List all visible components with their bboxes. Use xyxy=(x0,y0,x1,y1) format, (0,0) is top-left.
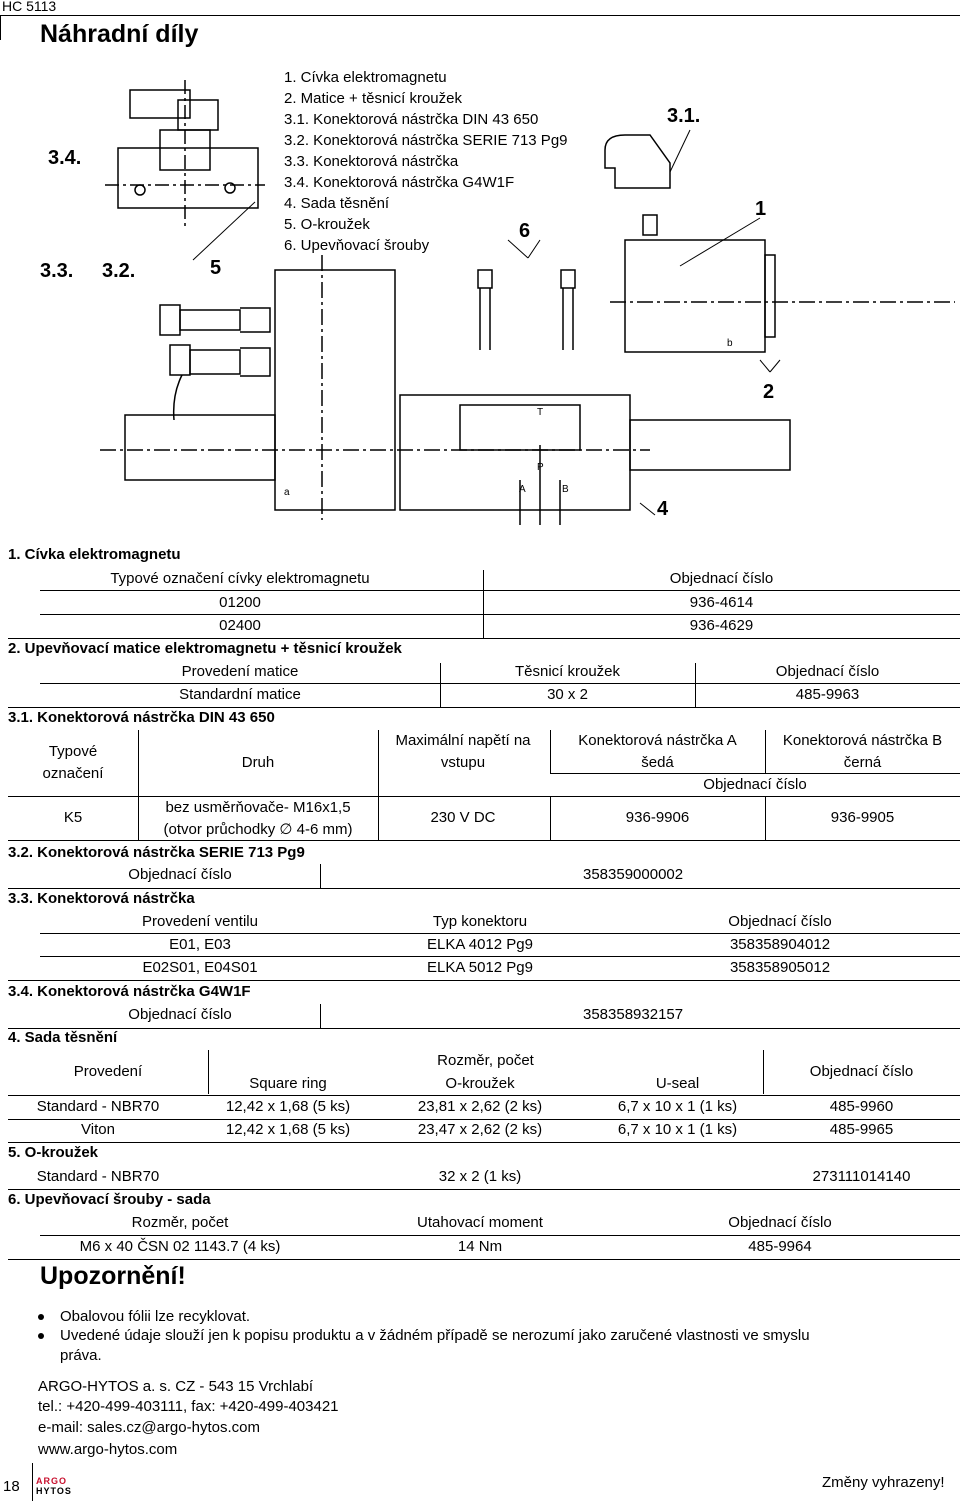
s31-h-order: Objednací číslo xyxy=(703,776,807,793)
valve-body-drawing xyxy=(400,395,790,525)
s4-h-square-ring: Square ring xyxy=(249,1075,327,1092)
s31-h-conn-a-1: Konektorová nástrčka A xyxy=(578,732,737,749)
contact-website: www.argo-hytos.com xyxy=(38,1441,178,1458)
s4-h-dimension: Rozměr, počet xyxy=(437,1052,534,1069)
legend-item: 3.2. Konektorová nástrčka SERIE 713 Pg9 xyxy=(284,132,568,149)
s31-type-k5: K5 xyxy=(63,809,83,826)
s2-row-order: 485-9963 xyxy=(795,686,860,703)
s31-conn-b-order: 936-9905 xyxy=(830,809,895,826)
connector-din-drawing xyxy=(605,135,670,235)
valve-exploded-drawing xyxy=(0,60,960,530)
page-title: Náhradní díly xyxy=(40,20,199,48)
coil-b-drawing xyxy=(610,240,955,352)
s31-voltage: 230 V DC xyxy=(430,809,496,826)
port-t: T xyxy=(537,407,544,418)
s6-torque: 14 Nm xyxy=(457,1238,503,1255)
s31-h-conn-b-2: černá xyxy=(843,754,882,771)
s33-row2-order: 358358905012 xyxy=(729,959,831,976)
s1-col-order: Objednací číslo xyxy=(669,570,774,587)
s1-row2-type: 02400 xyxy=(219,617,261,634)
legend-item: 3.1. Konektorová nástrčka DIN 43 650 xyxy=(284,111,539,128)
legend-item: 6. Upevňovací šrouby xyxy=(284,237,430,254)
s1-col-type: Typové označení cívky elektromagnetu xyxy=(110,570,370,587)
header-corner xyxy=(0,15,1,40)
s33-row2-connector: ELKA 5012 Pg9 xyxy=(427,959,533,976)
s6-order: 485-9964 xyxy=(748,1238,812,1255)
s2-row-type: Standardní matice xyxy=(179,686,301,703)
s4-row2-variant: Viton xyxy=(81,1121,115,1138)
legend-item: 4. Sada těsnění xyxy=(284,195,390,212)
warning-title: Upozornění! xyxy=(40,1262,186,1290)
s6-col1: Rozměr, počet xyxy=(131,1214,229,1231)
s31-h-voltage-2: vstupu xyxy=(440,754,486,771)
warning-bullet-disclaimer: Uvedené údaje slouží jen k popisu produktu a v žádném případě se nerozumí jako zaručené vlastnosti ve smyslu xyxy=(38,1327,810,1344)
warning-disclaimer-cont: práva. xyxy=(60,1347,102,1364)
s4-row1-order: 485-9960 xyxy=(829,1098,894,1115)
footer-note: Změny vyhrazeny! xyxy=(822,1474,945,1491)
section-2-title: 2. Upevňovací matice elektromagnetu + těsnicí kroužek xyxy=(8,640,402,657)
label-a: a xyxy=(284,487,290,498)
s2-row-ring: 30 x 2 xyxy=(547,686,588,703)
s1-row1-type: 01200 xyxy=(219,594,261,611)
section-3-4-title: 3.4. Konektorová nástrčka G4W1F xyxy=(8,983,251,1000)
s1-row1-order: 936-4614 xyxy=(689,594,754,611)
s34-order: 358358932157 xyxy=(583,1006,684,1023)
s4-row2-square: 12,42 x 1,68 (5 ks) xyxy=(225,1121,351,1138)
s2-col3: Objednací číslo xyxy=(775,663,880,680)
s5-order: 273111014140 xyxy=(812,1168,911,1185)
s31-conn-a-order: 936-9906 xyxy=(625,809,690,826)
s5-variant: Standard - NBR70 xyxy=(36,1168,160,1185)
callout-3-3: 3.3. xyxy=(40,260,74,282)
s33-row1-variant: E01, E03 xyxy=(169,936,231,953)
port-a: A xyxy=(519,484,526,495)
contact-phone: tel.: +420-499-403111, fax: +420-499-403421 xyxy=(38,1398,339,1415)
connector-3-3-drawing xyxy=(160,305,270,335)
callout-6: 6 xyxy=(519,220,531,242)
s32-order: 358359000002 xyxy=(583,866,684,883)
s4-row2-order: 485-9965 xyxy=(829,1121,894,1138)
s31-h-conn-b-1: Konektorová nástrčka B xyxy=(782,732,943,749)
s31-druh-2: (otvor průchodky ∅ 4-6 mm) xyxy=(163,821,353,838)
s4-row2-useal: 6,7 x 10 x 1 (1 ks) xyxy=(617,1121,738,1138)
s33-row2-variant: E02S01, E04S01 xyxy=(142,959,258,976)
s2-col2: Těsnicí kroužek xyxy=(514,663,621,680)
section-3-2-title: 3.2. Konektorová nástrčka SERIE 713 Pg9 xyxy=(8,844,305,861)
section-3-3-title: 3.3. Konektorová nástrčka xyxy=(8,890,195,907)
s31-h-conn-a-2: šedá xyxy=(641,754,674,771)
section-5-title: 5. O-kroužek xyxy=(8,1144,99,1161)
s4-h-o-ring: O-kroužek xyxy=(445,1075,515,1092)
s31-h-voltage-1: Maximální napětí na xyxy=(395,732,531,749)
s4-row1-oring: 23,81 x 2,62 (2 ks) xyxy=(417,1098,543,1115)
document-code: HC 5113 xyxy=(2,0,57,14)
page-number: 18 xyxy=(3,1478,20,1495)
s4-h-u-seal: U-seal xyxy=(655,1075,700,1092)
s4-row1-square: 12,42 x 1,68 (5 ks) xyxy=(225,1098,351,1115)
s4-h-variant: Provedení xyxy=(73,1063,143,1080)
callout-4: 4 xyxy=(657,498,669,520)
s31-druh-1: bez usměrňovače- M16x1,5 xyxy=(165,799,351,816)
contact-email: e-mail: sales.cz@argo-hytos.com xyxy=(38,1419,260,1436)
s5-dimension: 32 x 2 (1 ks) xyxy=(438,1168,522,1185)
s4-row1-useal: 6,7 x 10 x 1 (1 ks) xyxy=(617,1098,738,1115)
s31-h-druh: Druh xyxy=(241,754,275,771)
legend-item: 2. Matice + těsnicí kroužek xyxy=(284,90,462,107)
s31-h-type-2: označení xyxy=(42,765,104,782)
s4-row2-oring: 23,47 x 2,62 (2 ks) xyxy=(417,1121,543,1138)
legend-item: 3.4. Konektorová nástrčka G4W1F xyxy=(284,174,515,191)
legend-item: 3.3. Konektorová nástrčka xyxy=(284,153,459,170)
legend-item: 5. O-kroužek xyxy=(284,216,370,233)
callout-3-2: 3.2. xyxy=(102,260,136,282)
label-b: b xyxy=(727,338,733,349)
s33-col2: Typ konektoru xyxy=(432,913,528,930)
coil-a-drawing xyxy=(100,255,650,520)
section-6-title: 6. Upevňovací šrouby - sada xyxy=(8,1191,211,1208)
port-b: B xyxy=(562,484,569,495)
s32-label: Objednací číslo xyxy=(128,866,232,883)
legend-item: 1. Cívka elektromagnetu xyxy=(284,69,447,86)
s6-col3: Objednací číslo xyxy=(728,1214,832,1231)
warning-bullet-recycle: Obalovou fólii lze recyklovat. xyxy=(38,1308,250,1325)
header-rule xyxy=(0,15,960,16)
screws-drawing xyxy=(478,270,575,350)
contact-address: ARGO-HYTOS a. s. CZ - 543 15 Vrchlabí xyxy=(38,1378,314,1395)
s33-col3: Objednací číslo xyxy=(728,913,832,930)
s6-col2: Utahovací moment xyxy=(417,1214,543,1231)
s31-h-type-1: Typové xyxy=(48,743,98,760)
callout-3-1: 3.1. xyxy=(667,105,701,127)
s33-col1: Provedení ventilu xyxy=(142,913,258,930)
connector-g4w1f-drawing xyxy=(105,80,265,230)
s1-row2-order: 936-4629 xyxy=(689,617,754,634)
section-1-title: 1. Cívka elektromagnetu xyxy=(8,546,181,563)
callout-3-4: 3.4. xyxy=(48,147,82,169)
s4-row1-variant: Standard - NBR70 xyxy=(36,1098,160,1115)
s6-size: M6 x 40 ČSN 02 1143.7 (4 ks) xyxy=(79,1238,281,1255)
connector-3-2-drawing xyxy=(170,345,270,420)
port-p: P xyxy=(537,462,544,473)
s33-row1-connector: ELKA 4012 Pg9 xyxy=(427,936,533,953)
footer-divider xyxy=(32,1463,33,1501)
s33-row1-order: 358358904012 xyxy=(729,936,831,953)
callout-2: 2 xyxy=(763,381,775,403)
s34-label: Objednací číslo xyxy=(128,1006,232,1023)
s2-col1: Provedení matice xyxy=(181,663,299,680)
argo-hytos-logo: ARGO HYTOS xyxy=(36,1476,72,1496)
section-4-title: 4. Sada těsnění xyxy=(8,1029,118,1046)
section-3-1-title: 3.1. Konektorová nástrčka DIN 43 650 xyxy=(8,709,275,726)
callout-5: 5 xyxy=(210,257,222,279)
s4-h-order: Objednací číslo xyxy=(809,1063,914,1080)
callout-1: 1 xyxy=(755,198,767,220)
